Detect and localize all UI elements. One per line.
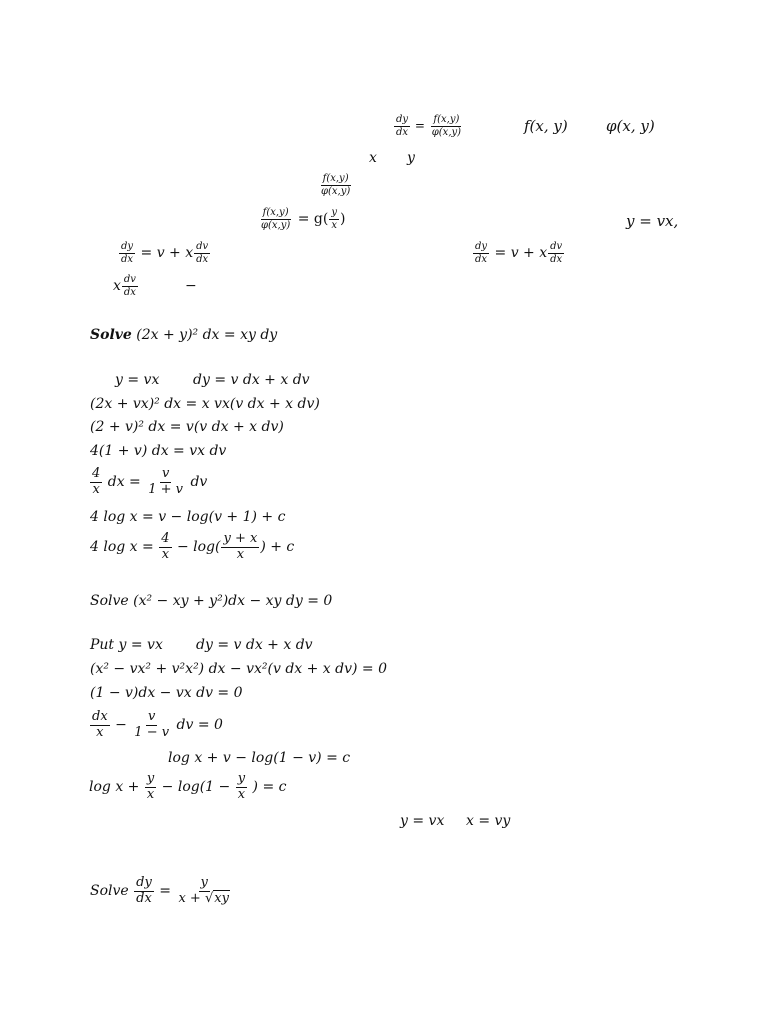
homogeneous-form: $\frac{f(x,y)}{\varphi(x,y)}$ = g( $\frac{y}{x}$ ) xyxy=(261,207,346,231)
example2-step2: (1 − v)dx − vx dv = 0 xyxy=(90,685,243,701)
example1-step3: 4(1 + v) dx = vx dv xyxy=(90,443,227,459)
example2-step1: (x² − vx² + v²x²) dx − vx²(v dx + x dv) = 0 xyxy=(90,661,388,677)
substitution-y-vx: y = vx, xyxy=(626,212,679,230)
example2-step5: log x + $\frac{y}{x}$ − log(1 − $\frac{y}{x}$ ) = c xyxy=(89,771,287,802)
intro-equation-dydx: $\frac{dy}{dx}$ = $\frac{f(x,y)}{\varphi(x,y)}$ xyxy=(396,114,462,138)
example1-step6: 4 log x = $\frac{4}{x}$ − log( $\frac{y + x}{x}$ ) + c xyxy=(90,531,295,562)
example1-step4: $\frac{4}{x}$ dx = $\frac{v}{1 + v}$ dv xyxy=(92,466,208,497)
fraction-dy-dx: $\frac{dy}{dx}$ xyxy=(396,114,409,138)
fraction-y-over-root: $\frac{y}{x + √xy}$ xyxy=(178,875,229,906)
dash-symbol: − xyxy=(185,278,197,294)
example1-sub-y: y = vx xyxy=(115,372,160,388)
example2-put-dy: dy = v dx + x dv xyxy=(196,637,313,653)
variable-x: x xyxy=(369,150,377,166)
example1-problem: Solve (2x + y)² dx = xy dy xyxy=(90,327,278,343)
fraction-f-over-phi: $\frac{f(x,y)}{\varphi(x,y)}$ xyxy=(431,114,462,138)
standalone-fraction: $\frac{f(x,y)}{\varphi(x,y)}$ xyxy=(321,173,351,197)
derivative-right: $\frac{dy}{dx}$ = v + x $\frac{dv}{dx}$ xyxy=(475,241,563,265)
function-phi: φ(x, y) xyxy=(606,117,655,135)
example2-put: Put y = vx xyxy=(90,637,163,653)
x-dvdx-term: x $\frac{dv}{dx}$ xyxy=(113,274,136,298)
function-f: f(x, y) xyxy=(524,117,568,135)
example1-step1: (2x + vx)² dx = x vx(v dx + x dv) xyxy=(90,396,320,412)
example2-step3: $\frac{dx}{x}$ − $\frac{v}{1 - v}$ dv = 0 xyxy=(92,709,223,740)
example2-step4: log x + v − log(1 − v) = c xyxy=(168,750,351,766)
example3-problem: Solve $\frac{dy}{dx}$ = $\frac{y}{x + √xy}$ xyxy=(90,876,233,907)
example2-problem: Solve (x² − xy + y²)dx − xy dy = 0 xyxy=(90,593,333,609)
derivative-left: $\frac{dy}{dx}$ = v + x $\frac{dv}{dx}$ xyxy=(121,241,209,265)
example2-sub-x: x = vy xyxy=(466,813,511,829)
example1-sub-dy: dy = v dx + x dv xyxy=(193,372,310,388)
example1-step5: 4 log x = v − log(v + 1) + c xyxy=(90,509,286,525)
example1-step2: (2 + v)² dx = v(v dx + x dv) xyxy=(90,419,284,435)
variable-y: y xyxy=(407,150,415,166)
example2-sub-y: y = vx xyxy=(400,813,445,829)
